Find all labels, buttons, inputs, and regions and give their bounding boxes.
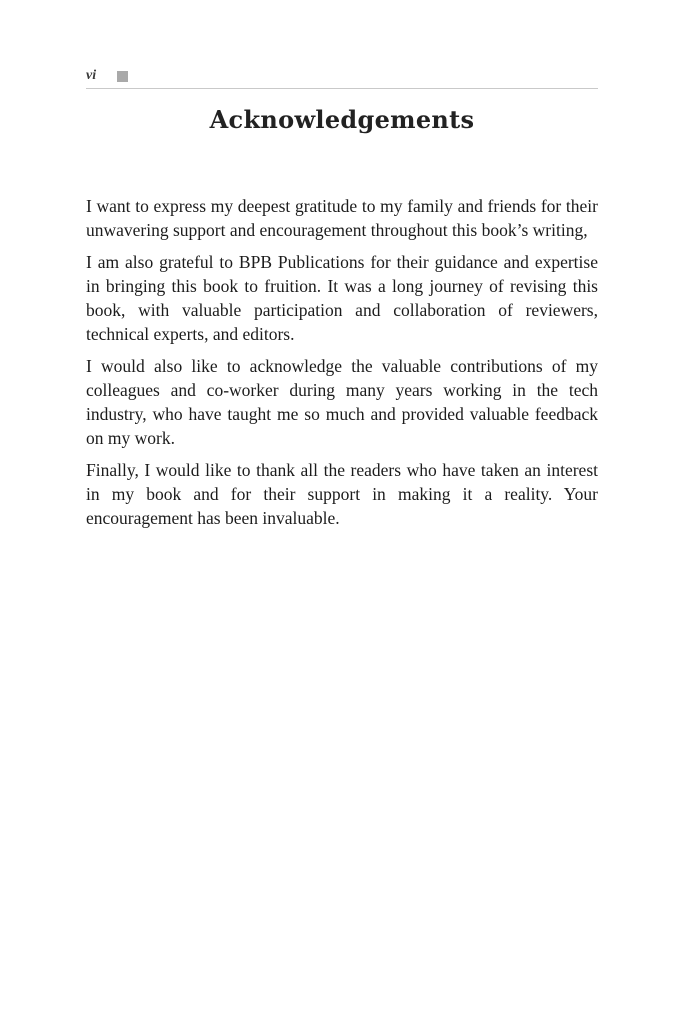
- page-title: Acknowledgements: [209, 105, 475, 134]
- paragraph-colleagues: I would also like to acknowledge the valuable contributions of my colleagues and co-worker during many years working in the tech industry, who have taught me so much and provided valuable feedback on my work.: [86, 356, 598, 448]
- paragraph-family-friends: I want to express my deepest gratitude to my family and friends for their unwavering support and encouragement throughout this book’s writing,: [86, 196, 598, 240]
- page-number: vi: [86, 68, 97, 83]
- acknowledgements-body: [86, 194, 598, 538]
- running-header: [86, 66, 598, 89]
- paragraph-publisher: I am also grateful to BPB Publications for their guidance and expertise in bringing this book to fruition. It was a long journey of revising this book, with valuable participation and collaboration of reviewers, technical experts, and editors.: [86, 252, 598, 344]
- header-square-marker: [117, 71, 128, 82]
- paragraph-readers: Finally, I would like to thank all the readers who have taken an interest in my book and for their support in making it a reality. Your encouragement has been invaluable.: [86, 460, 598, 528]
